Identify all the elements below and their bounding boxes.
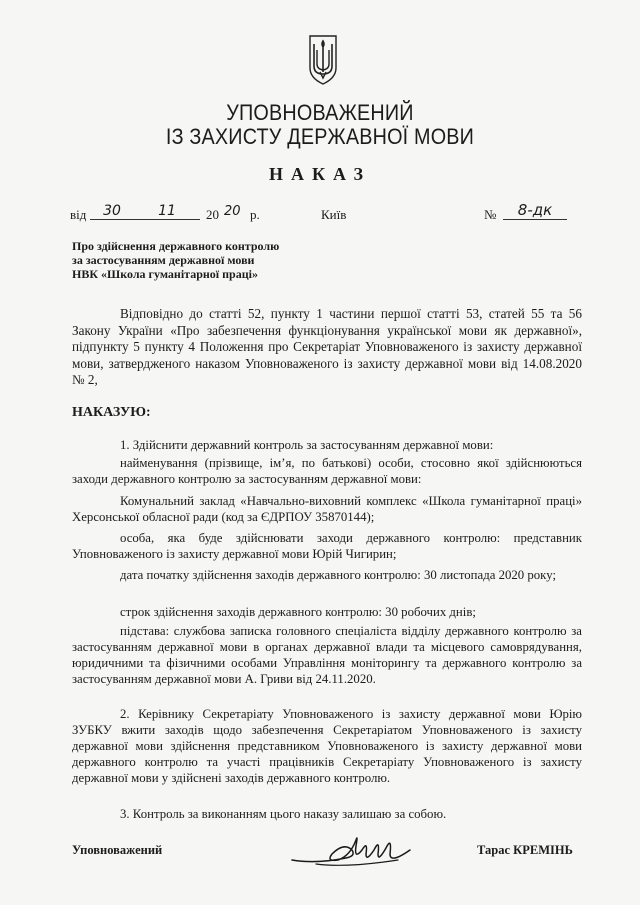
item-1-subject-text: найменування (прізвище, ім’я, по батькові) особи, стосовно якої здійснюються заходи державного контролю за застосуванням державної мови: (72, 456, 582, 486)
order-subject (72, 239, 279, 281)
header-title-line1: УПОВНОВАЖЕНИЙ (226, 100, 414, 125)
item-1-inspector-text: особа, яка буде здійснювати заходи державного контролю: представник Уповноваженого із захисту державної мови Юрій Чигирин; (72, 531, 582, 561)
header-title-line2: ІЗ ЗАХИСТУ ДЕРЖАВНОЇ МОВИ (165, 124, 475, 149)
item-1-start-date (72, 567, 582, 583)
order-number-value: 8-дк (503, 201, 567, 220)
item-1-subject (72, 455, 582, 487)
item-2-text: 2. Керівнику Секретаріату Уповноваженого із захисту державної мови Юрію ЗУБКУ вжити заходів щодо забезпечення Секретаріатом Уповноваженого із захисту державної мови здійснення представником Уповноваженого із захисту державної мови державного контролю та участі працівників Секретаріату Уповноваженого із захисту державної мови у здійснені заходів державного контролю. (72, 707, 582, 785)
item-3-text: 3. Контроль за виконанням цього наказу залишаю за собою. (120, 807, 447, 821)
item-1-inspector (72, 530, 582, 562)
city: Київ (321, 207, 347, 222)
subject-line: Про здійснення державного контролю (72, 239, 280, 253)
item-1 (72, 437, 582, 453)
item-1-entity (72, 493, 582, 525)
order-number-label: № (484, 207, 497, 222)
date-year-handwritten: 20 (224, 204, 241, 219)
item-2 (72, 706, 582, 786)
item-1-entity-text: Комунальний заклад «Навчально-виховний комплекс «Школа гуманітарної праці» Херсонської обласної ради (код за ЄДРПОУ 35870144); (72, 494, 582, 524)
item-1-duration-text: строк здійснення заходів державного контролю: 30 робочих днів; (120, 605, 476, 619)
date-year-suffix: р. (250, 207, 260, 222)
item-1-text: 1. Здійснити державний контроль за застосуванням державної мови: (120, 438, 494, 452)
coat-of-arms-icon (308, 34, 338, 86)
subject-line: за застосуванням державної мови (72, 253, 255, 267)
signatory-position: Уповноважений (72, 843, 163, 857)
order-heading: НАКАЗУЮ: (72, 405, 151, 420)
legal-basis-text: Відповідно до статті 52, пункту 1 частини першої статті 53, статей 55 та 56 Закону України «Про забезпечення функціонування української мови як державної», підпункту 5 пункту 4 Положення про Секретаріат Уповноваженого із захисту державної мови, затвердженого наказом Уповноваженого із захисту державної мови від 14.08.2020 № 2, (72, 306, 582, 387)
item-1-grounds-text: підстава: службова записка головного спеціаліста відділу державного контролю за застосуванням державної мови в органах державної влади та місцевого самоврядування, юридичними та фізичними особами Управління моніторингу та державного контролю за застосуванням державної мови А. Гриви від 24.11.2020. (72, 624, 582, 686)
signatory-name: Тарас КРЕМІНЬ (477, 843, 573, 857)
date-year-prefix: 20 (206, 207, 219, 222)
legal-basis-paragraph (72, 306, 582, 389)
subject-line: НВК «Школа гуманітарної праці» (72, 267, 258, 281)
date-month: 11 (134, 203, 200, 220)
order-title: НАКАЗ (268, 164, 372, 184)
item-1-start-date-text: дата початку здійснення заходів державного контролю: 30 листопада 2020 року; (120, 568, 557, 582)
date-row (0, 201, 640, 227)
date-label: від (70, 207, 87, 222)
date-day: 30 (90, 203, 134, 220)
item-1-grounds (72, 623, 582, 687)
handwritten-signature (286, 820, 416, 875)
item-1-duration (72, 604, 582, 620)
